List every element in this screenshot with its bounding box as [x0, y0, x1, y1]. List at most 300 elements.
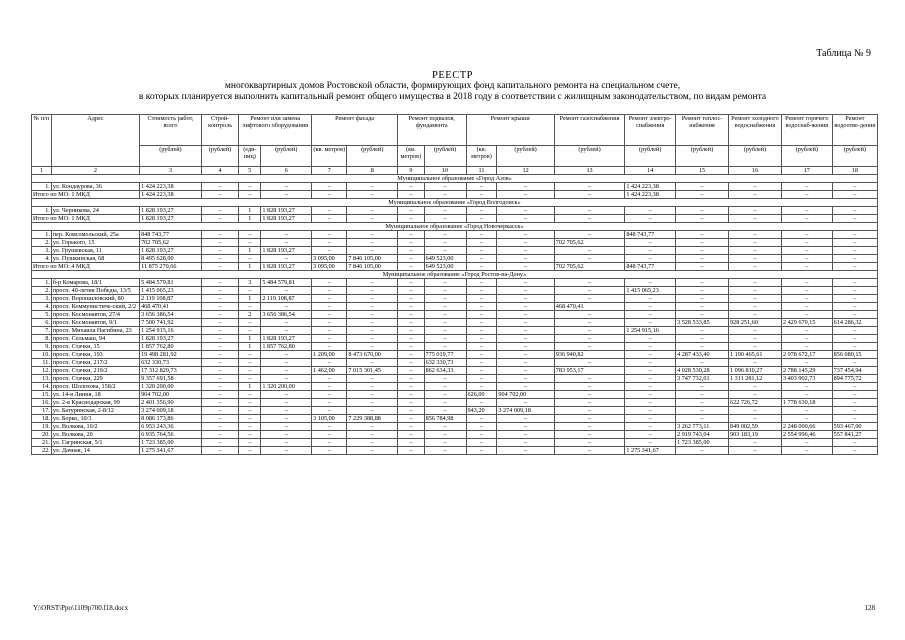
table-cell: – [424, 399, 466, 407]
address-cell: просп. Ворошиловский, 80 [51, 295, 139, 303]
table-cell: – [497, 375, 554, 383]
table-cell: – [312, 423, 347, 431]
table-cell: – [201, 247, 239, 255]
table-cell: – [729, 383, 782, 391]
table-cell: 1 190 465,61 [729, 351, 782, 359]
table-cell: – [312, 375, 347, 383]
table-cell: – [239, 431, 261, 439]
table-cell: – [201, 407, 239, 415]
table-cell: 1 723 385,00 [676, 439, 729, 447]
table-cell: – [466, 343, 497, 351]
table-cell: – [261, 439, 312, 447]
table-cell: – [424, 391, 466, 399]
table-row [32, 415, 878, 423]
table-cell: – [497, 423, 554, 431]
table-cell: – [347, 391, 398, 399]
table-cell: – [261, 431, 312, 439]
table-cell: – [497, 319, 554, 327]
table-cell: – [676, 391, 729, 399]
table-row [32, 303, 878, 311]
table-cell: – [497, 327, 554, 335]
table-cell: – [347, 359, 398, 367]
table-cell: 2 978 672,17 [781, 351, 832, 359]
table-cell: – [497, 263, 554, 271]
table-cell: – [729, 415, 782, 423]
table-cell: – [398, 447, 424, 455]
table-cell: – [832, 343, 877, 351]
table-cell: 2 919 743,04 [676, 431, 729, 439]
table-row [32, 287, 878, 295]
table-cell: – [347, 335, 398, 343]
table-cell: – [398, 335, 424, 343]
table-cell: 783 953,17 [554, 367, 625, 375]
document-title [0, 70, 905, 103]
unit-cell: (еди-ниц) [239, 146, 261, 167]
table-cell: – [497, 191, 554, 199]
table-cell: – [832, 415, 877, 423]
table-cell: 1 828 193,27 [140, 207, 202, 215]
table-row [32, 391, 878, 399]
table-cell: – [781, 263, 832, 271]
table-cell: 11 875 270,66 [140, 263, 202, 271]
table-cell: – [625, 415, 676, 423]
table-cell: – [424, 375, 466, 383]
table-cell: 848 743,77 [625, 231, 676, 239]
table-cell: – [625, 423, 676, 431]
table-cell: – [554, 183, 625, 191]
table-cell: – [832, 207, 877, 215]
table-cell: – [466, 295, 497, 303]
table-cell: – [261, 327, 312, 335]
table-row [32, 207, 878, 215]
table-cell: – [832, 359, 877, 367]
table-cell: – [347, 247, 398, 255]
col-address-header: Адрес [51, 115, 139, 167]
table-cell: – [832, 239, 877, 247]
table-cell: – [781, 247, 832, 255]
table-cell: – [261, 319, 312, 327]
table-cell: – [497, 335, 554, 343]
table-cell: – [347, 303, 398, 311]
table-cell: – [347, 375, 398, 383]
table-cell: – [625, 247, 676, 255]
table-cell: – [239, 287, 261, 295]
table-cell: 9 357 691,58 [140, 375, 202, 383]
table-cell: – [676, 207, 729, 215]
table-row [32, 327, 878, 335]
table-cell: 5 484 579,81 [261, 279, 312, 287]
table-cell: 622 726,72 [729, 399, 782, 407]
table-cell: – [497, 351, 554, 359]
table-cell: – [466, 287, 497, 295]
table-cell: – [398, 311, 424, 319]
table-cell: – [312, 239, 347, 247]
table-cell: – [729, 183, 782, 191]
table-cell: 3 656 386,54 [261, 311, 312, 319]
table-cell: – [201, 295, 239, 303]
table-cell: 849 002,59 [729, 423, 782, 431]
table-cell: – [261, 191, 312, 199]
column-number: 18 [832, 167, 877, 175]
table-cell: 4 287 433,40 [676, 351, 729, 359]
table-cell: – [676, 311, 729, 319]
table-cell: – [832, 183, 877, 191]
table-cell: 12. [32, 367, 52, 375]
table-cell: – [676, 215, 729, 223]
table-cell: – [424, 343, 466, 351]
table-row [32, 231, 878, 239]
table-cell: 3 105,00 [312, 415, 347, 423]
table-cell: – [347, 279, 398, 287]
table-cell: – [497, 279, 554, 287]
table-cell: 1 275 341,67 [625, 447, 676, 455]
table-cell: 1 828 193,27 [261, 335, 312, 343]
table-cell: – [729, 263, 782, 271]
table-cell: 614 286,32 [832, 319, 877, 327]
table-cell: – [729, 407, 782, 415]
table-cell: – [261, 407, 312, 415]
table-cell: – [312, 431, 347, 439]
table-cell: 1 828 193,27 [261, 247, 312, 255]
table-cell: – [554, 311, 625, 319]
table-cell: 702 705,62 [554, 239, 625, 247]
table-cell: – [347, 383, 398, 391]
address-cell: ул. 2-я Краснодарская, 99 [51, 399, 139, 407]
unit-cell: (рублей) [140, 146, 202, 167]
unit-cell: (рублей) [781, 146, 832, 167]
table-cell: – [239, 255, 261, 263]
table-cell: – [312, 183, 347, 191]
file-path: Y:\ORST\Ppo\1109p700.f18.docx [33, 604, 129, 612]
table-cell: – [676, 239, 729, 247]
unit-cell: (рублей) [201, 146, 239, 167]
address-cell: ул. Черникова, 24 [51, 207, 139, 215]
table-cell: – [625, 335, 676, 343]
table-cell: – [729, 231, 782, 239]
table-cell: – [424, 183, 466, 191]
table-cell: 7 500 741,92 [140, 319, 202, 327]
col-cold-header: Ремонт холодного водоснабжения [729, 115, 782, 146]
table-cell: 1. [32, 183, 52, 191]
table-cell: – [312, 215, 347, 223]
table-cell: – [554, 439, 625, 447]
col-control-header: Строй-контроль [201, 115, 239, 146]
table-cell: – [554, 375, 625, 383]
table-cell: 3 [239, 279, 261, 287]
table-cell: – [676, 231, 729, 239]
table-cell: – [497, 311, 554, 319]
table-cell: – [201, 359, 239, 367]
table-cell: – [554, 407, 625, 415]
table-cell: – [398, 343, 424, 351]
table-cell: – [347, 239, 398, 247]
table-cell: – [398, 319, 424, 327]
table-cell: – [832, 399, 877, 407]
table-cell: – [832, 383, 877, 391]
table-cell: 8 495 628,00 [140, 255, 202, 263]
table-cell: – [312, 231, 347, 239]
table-cell: – [781, 231, 832, 239]
table-cell: 848 743,77 [140, 231, 202, 239]
table-cell: 936 940,82 [554, 351, 625, 359]
table-cell: 2. [32, 287, 52, 295]
table-cell: – [554, 447, 625, 455]
table-cell: 904 702,00 [140, 391, 202, 399]
table-cell: – [424, 447, 466, 455]
table-cell: – [676, 263, 729, 271]
table-cell: – [261, 359, 312, 367]
table-cell: 21. [32, 439, 52, 447]
table-cell: – [424, 335, 466, 343]
table-cell: – [312, 303, 347, 311]
table-cell: – [832, 447, 877, 455]
table-cell: – [625, 215, 676, 223]
address-cell: просп. Стачки, 15 [51, 343, 139, 351]
table-cell: 1 828 193,27 [140, 215, 202, 223]
title-line-2: многоквартирных домов Ростовской области, формирующих фонд капитального ремонта на специальном счете, [224, 81, 681, 91]
table-cell: – [312, 279, 347, 287]
table-cell: 1 320 200,00 [140, 383, 202, 391]
table-cell: – [347, 407, 398, 415]
table-cell: – [239, 367, 261, 375]
table-cell: – [424, 287, 466, 295]
table-cell: – [625, 407, 676, 415]
table-cell: – [201, 311, 239, 319]
address-cell: ул. Борко, 10/3 [51, 415, 139, 423]
registry-body [32, 167, 878, 455]
table-cell: 1. [32, 279, 52, 287]
column-number: 2 [51, 167, 139, 175]
unit-cell: (рублей) [625, 146, 676, 167]
table-cell: – [201, 439, 239, 447]
table-cell: 17. [32, 407, 52, 415]
table-row [32, 423, 878, 431]
table-cell: – [676, 327, 729, 335]
table-cell: – [424, 295, 466, 303]
table-cell: – [781, 415, 832, 423]
table-cell: – [676, 399, 729, 407]
table-cell: – [466, 215, 497, 223]
table-cell: – [239, 399, 261, 407]
table-cell: 1 320 200,00 [261, 383, 312, 391]
table-cell: – [398, 439, 424, 447]
table-cell: – [676, 247, 729, 255]
column-number: 11 [466, 167, 497, 175]
total-label: Итого по МО: 4 МКД [32, 263, 140, 271]
table-cell: – [625, 207, 676, 215]
table-cell: – [497, 399, 554, 407]
table-cell: 626,00 [466, 391, 497, 399]
table-cell: – [466, 311, 497, 319]
table-cell: – [201, 399, 239, 407]
table-cell: – [347, 327, 398, 335]
total-row [32, 263, 878, 271]
municipality-row [32, 271, 878, 279]
table-cell: 17 312 829,73 [140, 367, 202, 375]
total-row [32, 191, 878, 199]
table-cell: – [676, 295, 729, 303]
table-cell: – [424, 311, 466, 319]
table-cell: – [554, 319, 625, 327]
table-cell: – [832, 279, 877, 287]
table-cell: 3 095,00 [312, 263, 347, 271]
unit-cell: (рублей) [347, 146, 398, 167]
address-cell: ул. Волкова, 10/2 [51, 423, 139, 431]
table-cell: – [398, 207, 424, 215]
table-cell: – [466, 231, 497, 239]
col-roof-header: Ремонт крыши [466, 115, 554, 146]
table-cell: – [554, 359, 625, 367]
table-cell: – [398, 263, 424, 271]
table-cell: – [312, 399, 347, 407]
address-cell: ул. 14-я Линия, 18 [51, 391, 139, 399]
table-cell: 1 [239, 335, 261, 343]
table-cell: – [497, 431, 554, 439]
table-cell: – [239, 303, 261, 311]
table-cell: – [312, 343, 347, 351]
table-cell: – [239, 231, 261, 239]
table-cell: – [312, 247, 347, 255]
table-cell: – [676, 287, 729, 295]
table-cell: 15. [32, 391, 52, 399]
table-cell: – [832, 263, 877, 271]
col-facade-header: Ремонт фасада [312, 115, 398, 146]
table-cell: 1 [239, 207, 261, 215]
table-cell: – [261, 351, 312, 359]
table-cell: 775 019,77 [424, 351, 466, 359]
table-cell: – [497, 415, 554, 423]
table-cell: – [466, 439, 497, 447]
table-cell: – [201, 183, 239, 191]
table-cell: – [347, 343, 398, 351]
table-cell: 649 523,00 [424, 255, 466, 263]
table-cell: – [398, 239, 424, 247]
table-cell: 1 778 630,18 [781, 399, 832, 407]
table-cell: – [347, 295, 398, 303]
col-hot-header: Ремонт горячего водоснаб-жения [781, 115, 832, 146]
table-cell: – [312, 287, 347, 295]
table-cell: – [497, 359, 554, 367]
table-cell: – [832, 311, 877, 319]
table-cell: – [201, 287, 239, 295]
table-cell: – [466, 359, 497, 367]
table-cell: 1 857 762,80 [261, 343, 312, 351]
table-cell: – [424, 319, 466, 327]
table-cell: – [625, 399, 676, 407]
table-cell: – [347, 191, 398, 199]
table-cell: 1 [239, 343, 261, 351]
table-cell: – [497, 239, 554, 247]
table-cell: – [625, 319, 676, 327]
table-cell: 7 846 105,00 [347, 255, 398, 263]
address-cell: просп. Космонавтов, 27/4 [51, 311, 139, 319]
table-cell: – [625, 311, 676, 319]
table-cell: – [347, 231, 398, 239]
table-cell: – [466, 399, 497, 407]
table-cell: – [239, 183, 261, 191]
table-cell: 5 484 579,81 [140, 279, 202, 287]
table-cell: – [312, 447, 347, 455]
table-cell: – [729, 191, 782, 199]
table-cell: – [424, 231, 466, 239]
table-cell: – [625, 343, 676, 351]
table-cell: – [398, 183, 424, 191]
address-cell: ул. Волкова, 20 [51, 431, 139, 439]
table-cell: 1 311 281,12 [729, 375, 782, 383]
unit-cell: (рублей) [554, 146, 625, 167]
address-cell: просп. 40-летия Победы, 13/5 [51, 287, 139, 295]
table-cell: 1 275 341,67 [140, 447, 202, 455]
column-number: 17 [781, 167, 832, 175]
table-cell: – [312, 207, 347, 215]
table-cell: – [424, 431, 466, 439]
table-cell: – [497, 231, 554, 239]
table-cell: – [347, 447, 398, 455]
table-cell: – [347, 431, 398, 439]
municipality-row [32, 175, 878, 183]
table-cell: 1 828 193,27 [261, 215, 312, 223]
table-cell: – [781, 383, 832, 391]
table-cell: – [424, 327, 466, 335]
table-cell: – [554, 247, 625, 255]
table-cell: – [398, 191, 424, 199]
table-cell: 2 [239, 311, 261, 319]
table-cell: 19. [32, 423, 52, 431]
table-cell: – [781, 303, 832, 311]
col-cost-header: Стоимость работ, всего [140, 115, 202, 146]
total-label: Итого по МО: 1 МКД [32, 191, 140, 199]
table-row [32, 335, 878, 343]
table-cell: 1 424 223,38 [625, 183, 676, 191]
unit-cell: (кв. метров) [312, 146, 347, 167]
table-cell: – [676, 359, 729, 367]
table-cell: – [201, 327, 239, 335]
table-cell: 1 [239, 247, 261, 255]
table-cell: 1. [32, 231, 52, 239]
table-cell: – [781, 439, 832, 447]
table-cell: 3 095,00 [312, 255, 347, 263]
col-basement-header: Ремонт подвалов, фундамента [398, 115, 466, 146]
table-cell: – [625, 431, 676, 439]
table-cell: – [729, 303, 782, 311]
table-cell: 1 424 223,38 [625, 191, 676, 199]
table-cell: – [201, 351, 239, 359]
table-cell: – [554, 327, 625, 335]
table-cell: 10. [32, 351, 52, 359]
table-cell: – [398, 351, 424, 359]
table-cell: – [239, 375, 261, 383]
table-cell: 903 183,19 [729, 431, 782, 439]
table-cell: – [729, 279, 782, 287]
table-cell: 1 [239, 263, 261, 271]
address-cell: ул. Горького, 15 [51, 239, 139, 247]
table-row [32, 383, 878, 391]
table-cell: – [201, 319, 239, 327]
table-cell: 3 262 773,11 [676, 423, 729, 431]
table-cell: 18. [32, 415, 52, 423]
table-cell: – [497, 367, 554, 375]
table-cell: – [554, 423, 625, 431]
table-cell: – [832, 407, 877, 415]
table-cell: – [781, 183, 832, 191]
table-cell: – [201, 207, 239, 215]
table-cell: 1 857 762,80 [140, 343, 202, 351]
table-cell: – [424, 191, 466, 199]
table-cell: 8 086 173,86 [140, 415, 202, 423]
table-cell: 1 415 065,23 [140, 287, 202, 295]
table-cell: – [676, 343, 729, 351]
table-cell: 1 828 193,27 [261, 207, 312, 215]
